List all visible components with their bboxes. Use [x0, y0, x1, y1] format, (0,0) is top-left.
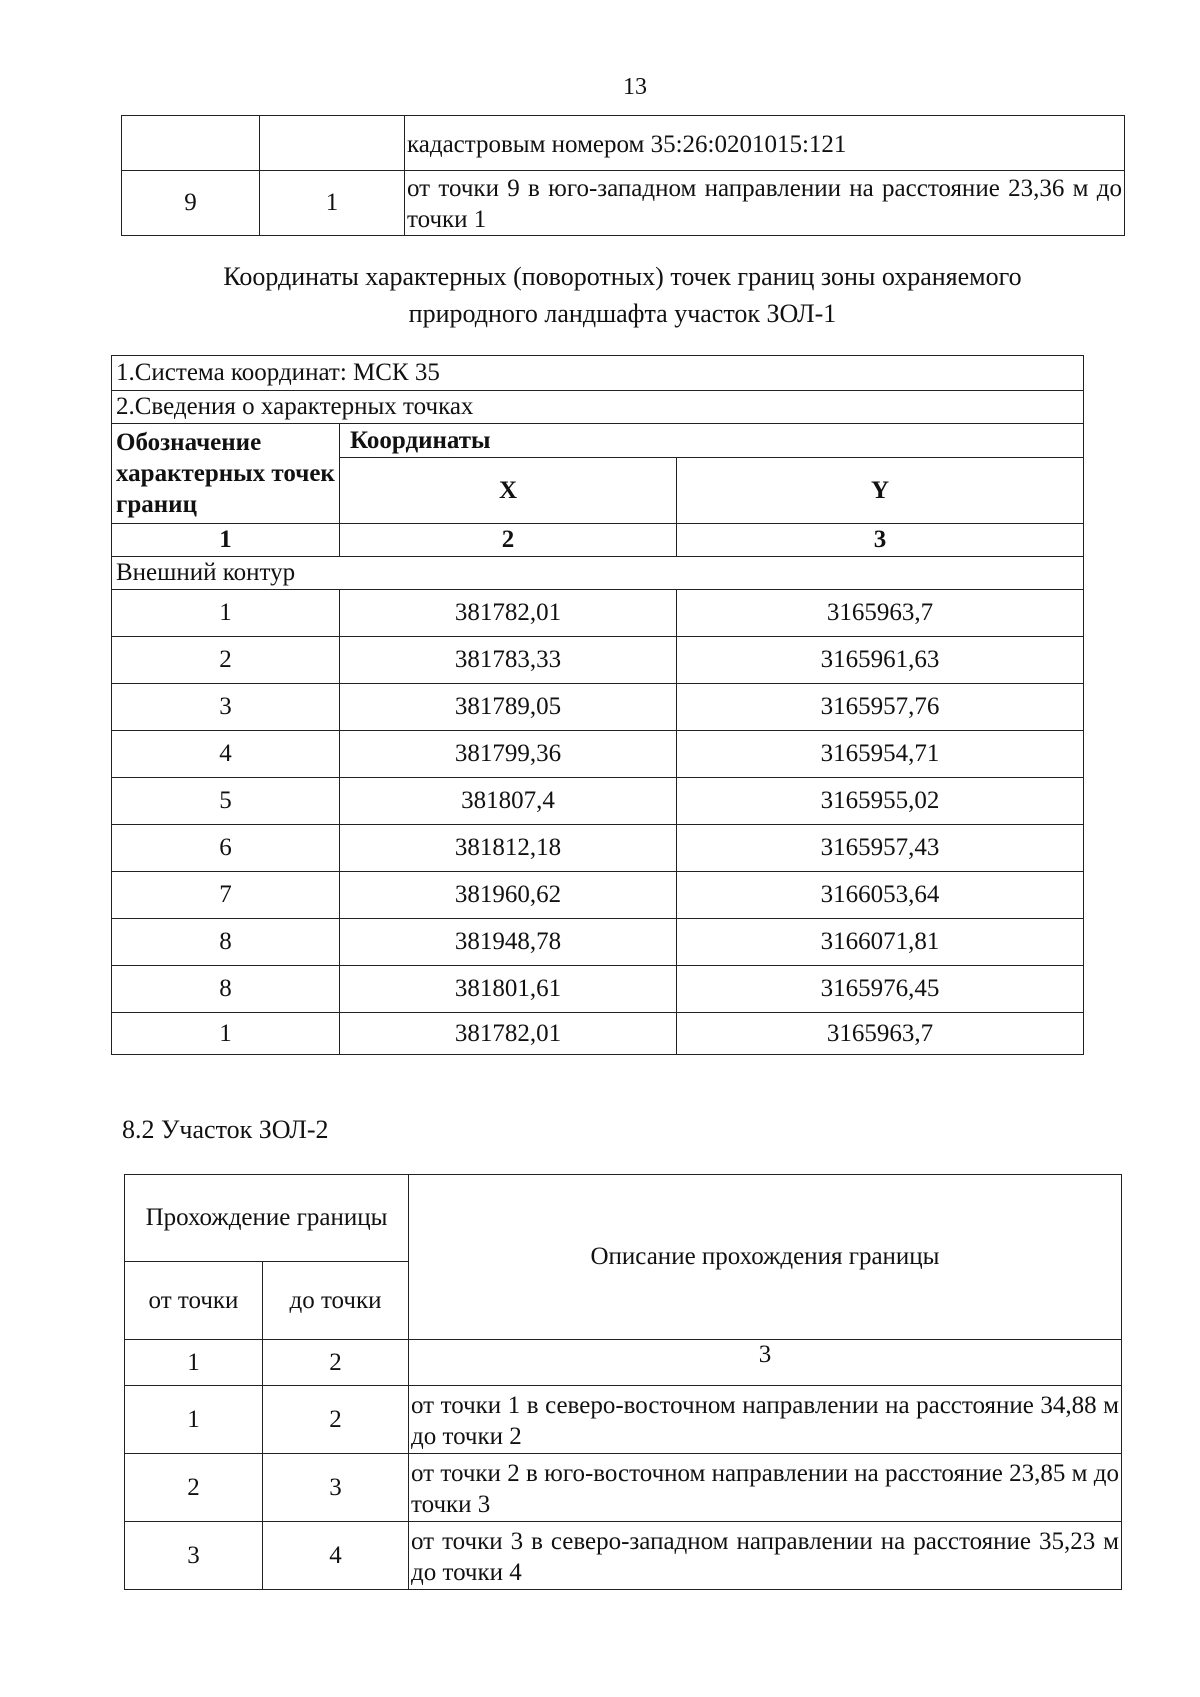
coordinate-row: [112, 637, 1084, 684]
y-cell: 3166071,81: [677, 919, 1084, 966]
description-header: Описание прохождения границы: [409, 1175, 1122, 1340]
x-cell: 381960,62: [340, 872, 677, 919]
page-number: 13: [623, 74, 647, 100]
to-point-cell: 4: [263, 1522, 409, 1590]
boundary-continuation-table: [121, 115, 1125, 236]
from-point-cell: 3: [125, 1522, 263, 1590]
y-cell: 3165957,43: [677, 825, 1084, 872]
y-cell: 3166053,64: [677, 872, 1084, 919]
to-point-header: до точки: [263, 1262, 409, 1340]
x-header: X: [340, 458, 677, 524]
x-cell: 381801,61: [340, 966, 677, 1013]
coordinates-heading: [160, 258, 1085, 332]
description-cell: от точки 1 в северо-восточном направлении на расстояние 34,88 м до точки 2: [409, 1386, 1122, 1454]
description-cell: от точки 9 в юго-западном направлении на расстояние 23,36 м до точки 1: [405, 171, 1125, 236]
column-number: 2: [340, 524, 677, 557]
coordinates-table: [111, 355, 1084, 1055]
to-point-cell: 3: [263, 1454, 409, 1522]
from-point-cell: 9: [122, 171, 260, 236]
to-point-cell: 2: [263, 1386, 409, 1454]
column-number: 3: [677, 524, 1084, 557]
table-row: [122, 171, 1125, 236]
description-cell: кадастровым номером 35:26:0201015:121: [405, 116, 1125, 171]
from-point-header: от точки: [125, 1262, 263, 1340]
y-cell: 3165955,02: [677, 778, 1084, 825]
from-point-cell: 1: [125, 1386, 263, 1454]
y-cell: 3165957,76: [677, 684, 1084, 731]
table-row: [125, 1340, 1122, 1386]
contour-label: Внешний контур: [112, 557, 1084, 590]
coordinate-row: [112, 872, 1084, 919]
point-cell: 6: [112, 825, 340, 872]
table-row: [112, 557, 1084, 590]
coordinate-system-cell: 1.Система координат: МСК 35: [112, 356, 1084, 391]
column-number: 2: [263, 1340, 409, 1386]
point-cell: 1: [112, 590, 340, 637]
boundary-row: [125, 1454, 1122, 1522]
column-number: 3: [409, 1340, 1122, 1386]
point-cell: 2: [112, 637, 340, 684]
to-point-cell: 1: [260, 171, 405, 236]
boundary-description-table: [124, 1174, 1122, 1590]
coordinate-row: [112, 966, 1084, 1013]
coordinate-row: [112, 1013, 1084, 1055]
table-row: [112, 524, 1084, 557]
y-cell: 3165954,71: [677, 731, 1084, 778]
coordinate-row: [112, 919, 1084, 966]
from-point-cell: 2: [125, 1454, 263, 1522]
table-row: [112, 424, 1084, 458]
y-cell: 3165976,45: [677, 966, 1084, 1013]
x-cell: 381782,01: [340, 1013, 677, 1055]
points-info-cell: 2.Сведения о характерных точках: [112, 391, 1084, 424]
y-cell: 3165963,7: [677, 590, 1084, 637]
point-cell: 3: [112, 684, 340, 731]
column-number: 1: [112, 524, 340, 557]
point-cell: 4: [112, 731, 340, 778]
boundary-row: [125, 1386, 1122, 1454]
passage-header: Прохождение границы: [125, 1175, 409, 1262]
coordinate-row: [112, 778, 1084, 825]
y-cell: 3165963,7: [677, 1013, 1084, 1055]
point-cell: 1: [112, 1013, 340, 1055]
point-cell: 8: [112, 966, 340, 1013]
x-cell: 381812,18: [340, 825, 677, 872]
description-cell: от точки 2 в юго-восточном направлении на расстояние 23,85 м до точки 3: [409, 1454, 1122, 1522]
x-cell: 381948,78: [340, 919, 677, 966]
x-cell: 381799,36: [340, 731, 677, 778]
y-cell: 3165961,63: [677, 637, 1084, 684]
heading-line: Координаты характерных (поворотных) точек границ зоны охраняемого: [223, 262, 1022, 291]
table-row: [122, 116, 1125, 171]
x-cell: 381782,01: [340, 590, 677, 637]
coordinate-row: [112, 590, 1084, 637]
heading-line: природного ландшафта участок ЗОЛ-1: [408, 299, 837, 328]
table-row: [112, 391, 1084, 424]
from-point-cell: [122, 116, 260, 171]
coordinates-header: Координаты: [340, 424, 1084, 458]
section-title: 8.2 Участок ЗОЛ-2: [122, 1115, 329, 1144]
description-cell: от точки 3 в северо-западном направлении на расстояние 35,23 м до точки 4: [409, 1522, 1122, 1590]
point-cell: 5: [112, 778, 340, 825]
point-cell: 8: [112, 919, 340, 966]
boundary-row: [125, 1522, 1122, 1590]
x-cell: 381789,05: [340, 684, 677, 731]
coordinate-row: [112, 825, 1084, 872]
table-row: [112, 356, 1084, 391]
coordinate-row: [112, 731, 1084, 778]
table-row: [125, 1175, 1122, 1262]
x-cell: 381783,33: [340, 637, 677, 684]
point-cell: 7: [112, 872, 340, 919]
y-header: Y: [677, 458, 1084, 524]
point-designation-header: Обозначение характерных точек границ: [112, 424, 340, 524]
coordinate-row: [112, 684, 1084, 731]
x-cell: 381807,4: [340, 778, 677, 825]
to-point-cell: [260, 116, 405, 171]
column-number: 1: [125, 1340, 263, 1386]
